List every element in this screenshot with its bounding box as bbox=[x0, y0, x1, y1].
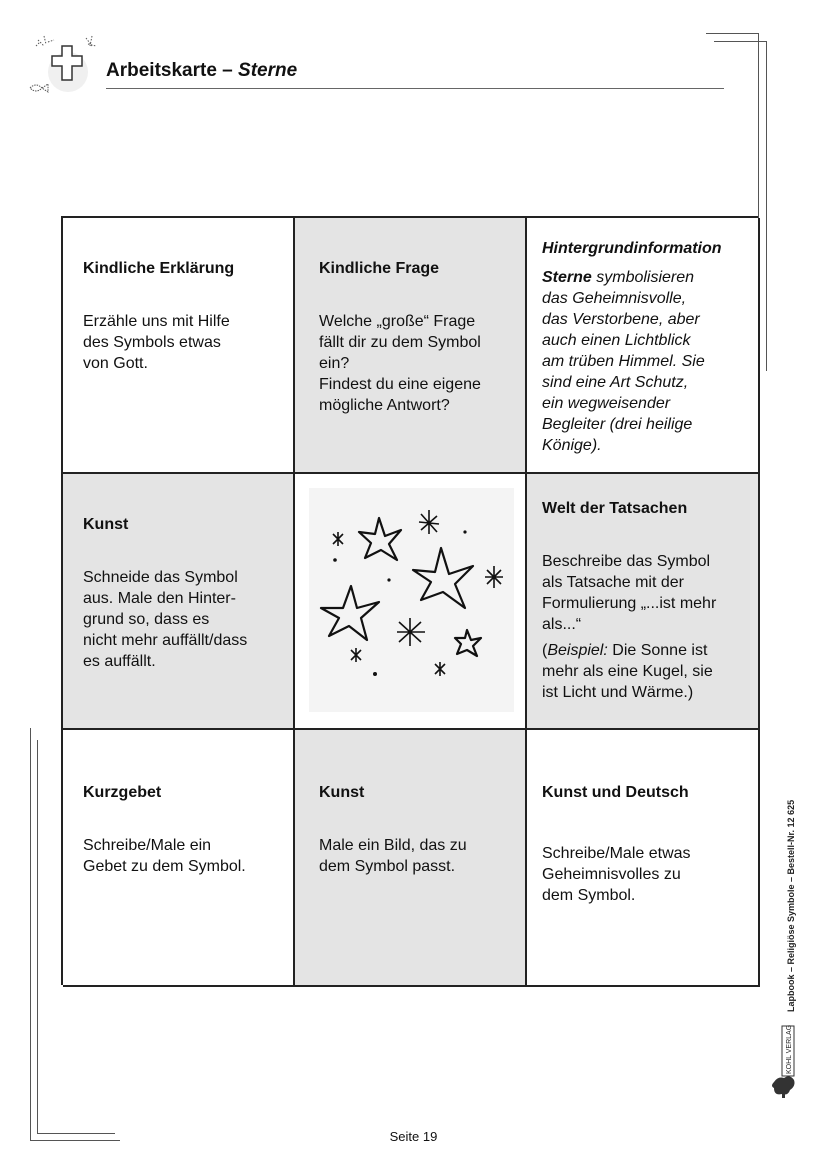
card-kindliche-erklaerung bbox=[63, 218, 295, 474]
order-info-vertical: Lapbook – Religiöse Symbole – Bestell-Nr. 12 625 bbox=[786, 799, 796, 1012]
publisher-logo-icon bbox=[768, 1022, 798, 1100]
frame-line bbox=[766, 41, 767, 371]
card-hintergrundinformation bbox=[527, 218, 760, 474]
frame-line bbox=[30, 728, 31, 1140]
card-heading: Kindliche Erklärung bbox=[83, 260, 235, 277]
card-text: Welche „große“ Frage fällt dir zu dem Symbol ein? Findest du eine eigene mögliche Antwort? bbox=[319, 313, 481, 414]
publisher-name: KOHL VERLAG bbox=[786, 1024, 793, 1074]
card-heading: Kurzgebet bbox=[83, 784, 162, 801]
card-kunst-2 bbox=[295, 730, 527, 987]
card-kunst-1 bbox=[63, 474, 295, 730]
card-kindliche-frage bbox=[295, 218, 527, 474]
page-title: Arbeitskarte – Sterne bbox=[106, 60, 298, 81]
card-text: Schneide das Symbol aus. Male den Hinter- grund so, dass es nicht mehr auffällt/dass es auffällt. bbox=[83, 569, 248, 670]
card-heading: Kindliche Frage bbox=[319, 260, 440, 277]
card-text: Beschreibe das Symbol als Tatsache mit der Formulierung „...ist mehr als...“ bbox=[542, 553, 717, 633]
card-symbol-image bbox=[295, 474, 527, 730]
title-divider bbox=[106, 88, 724, 89]
cross-logo-icon bbox=[28, 32, 104, 94]
card-text: Schreibe/Male ein Gebet zu dem Symbol. bbox=[83, 837, 246, 875]
card-welt-der-tatsachen bbox=[527, 474, 760, 730]
card-text: Schreibe/Male etwas Geheimnisvolles zu dem Symbol. bbox=[542, 845, 691, 904]
card-example: (Beispiel: Die Sonne ist mehr als eine Kugel, sie ist Licht und Wärme.) bbox=[542, 642, 713, 701]
frame-line bbox=[37, 740, 38, 1133]
card-kunst-und-deutsch bbox=[527, 730, 760, 987]
card-heading: Kunst bbox=[319, 784, 365, 801]
card-heading: Kunst bbox=[83, 516, 129, 533]
card-heading: Welt der Tatsachen bbox=[542, 500, 688, 517]
card-text: Sterne symbolisieren das Geheimnisvolle, das Verstorbene, aber auch einen Lichtblick am trüben Himmel. Sie sind eine Art Schutz, ein wegweisender Begleiter (drei heilige Könige). bbox=[542, 269, 705, 454]
page-number: Seite 19 bbox=[389, 1129, 438, 1144]
stars-illustration bbox=[309, 488, 514, 712]
task-card-grid bbox=[61, 216, 758, 985]
frame-line bbox=[714, 41, 766, 42]
card-text: Erzähle uns mit Hilfe des Symbols etwas von Gott. bbox=[83, 313, 230, 372]
card-heading: Kunst und Deutsch bbox=[542, 784, 689, 801]
card-text: Male ein Bild, das zu dem Symbol passt. bbox=[319, 837, 467, 875]
card-heading: Hintergrundinformation bbox=[542, 240, 722, 257]
frame-line bbox=[706, 33, 758, 34]
card-kurzgebet bbox=[63, 730, 295, 987]
